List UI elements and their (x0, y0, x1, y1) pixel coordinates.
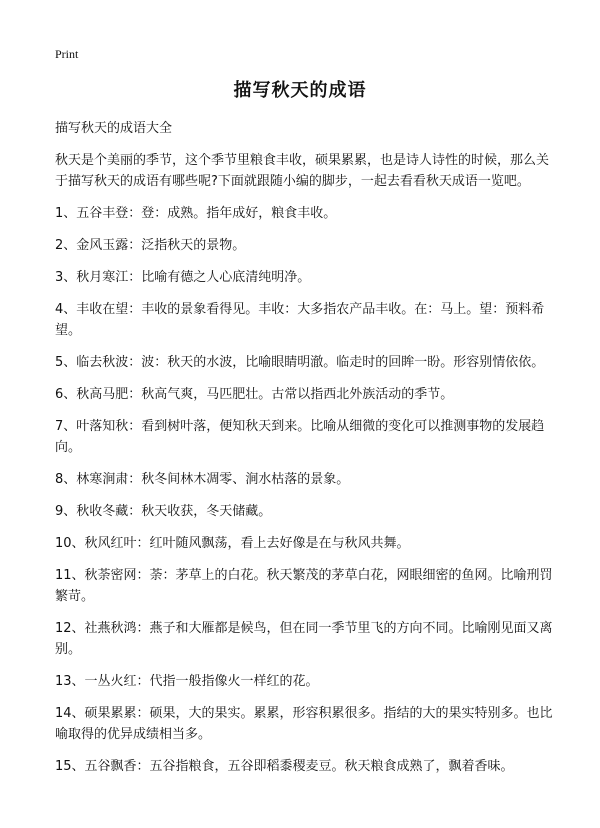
intro-paragraph: 秋天是个美丽的季节，这个季节里粮食丰收，硕果累累，也是诗人诗性的时候，那么关于描写秋天的成语有哪些呢?下面就跟随小编的脚步，一起去看看秋天成语一览吧。 (55, 153, 550, 189)
idiom-item-14: 14、硕果累累：硕果，大的果实。累累，形容积累很多。指结的大的果实特别多。也比喻取得的优异成绩相当多。 (55, 706, 553, 742)
idiom-item-4: 4、丰收在望：丰收的景象看得见。丰收：大多指农产品丰收。在：马上。望：预料希望。 (55, 302, 545, 338)
idiom-item-15: 15、五谷飘香：五谷指粮食，五谷即稻黍稷麦豆。秋天粮食成熟了，飘着香味。 (55, 759, 514, 774)
idiom-item-10: 10、秋风红叶：红叶随风飘荡，看上去好像是在与秋风共舞。 (55, 536, 410, 551)
idiom-item-13: 13、一丛火红：代指一般指像火一样红的花。 (55, 674, 319, 689)
document-body (55, 118, 555, 788)
idiom-item-11: 11、秋荼密网：荼：茅草上的白花。秋天繁茂的茅草白花，网眼细密的鱼网。比喻刑罚繁苛。 (55, 568, 553, 604)
idiom-item-2: 2、金风玉露：泛指秋天的景物。 (55, 238, 246, 253)
idiom-item-7: 7、叶落知秋：看到树叶落，便知秋天到来。比喻从细微的变化可以推测事物的发展趋向。 (55, 419, 545, 455)
idiom-item-8: 8、林寒涧肃：秋冬间林木凋零、涧水枯落的景象。 (55, 472, 350, 487)
page-title: 描写秋天的成语 (233, 80, 367, 101)
document-subtitle: 描写秋天的成语大全 (55, 121, 173, 136)
idiom-item-6: 6、秋高马肥：秋高气爽，马匹肥壮。古常以指西北外族活动的季节。 (55, 387, 454, 402)
idiom-item-3: 3、秋月寒江：比喻有德之人心底清纯明净。 (55, 270, 311, 285)
idiom-item-9: 9、秋收冬藏：秋天收获，冬天储藏。 (55, 504, 272, 519)
idiom-item-1: 1、五谷丰登：登：成熟。指年成好，粮食丰收。 (55, 206, 337, 221)
idiom-item-5: 5、临去秋波：波：秋天的水波，比喻眼睛明澈。临走时的回眸一盼。形容别情依依。 (55, 355, 545, 370)
print-label: Print (55, 47, 79, 61)
idiom-item-12: 12、社燕秋鸿：燕子和大雁都是候鸟，但在同一季节里飞的方向不同。比喻刚见面又离别。 (55, 621, 553, 657)
